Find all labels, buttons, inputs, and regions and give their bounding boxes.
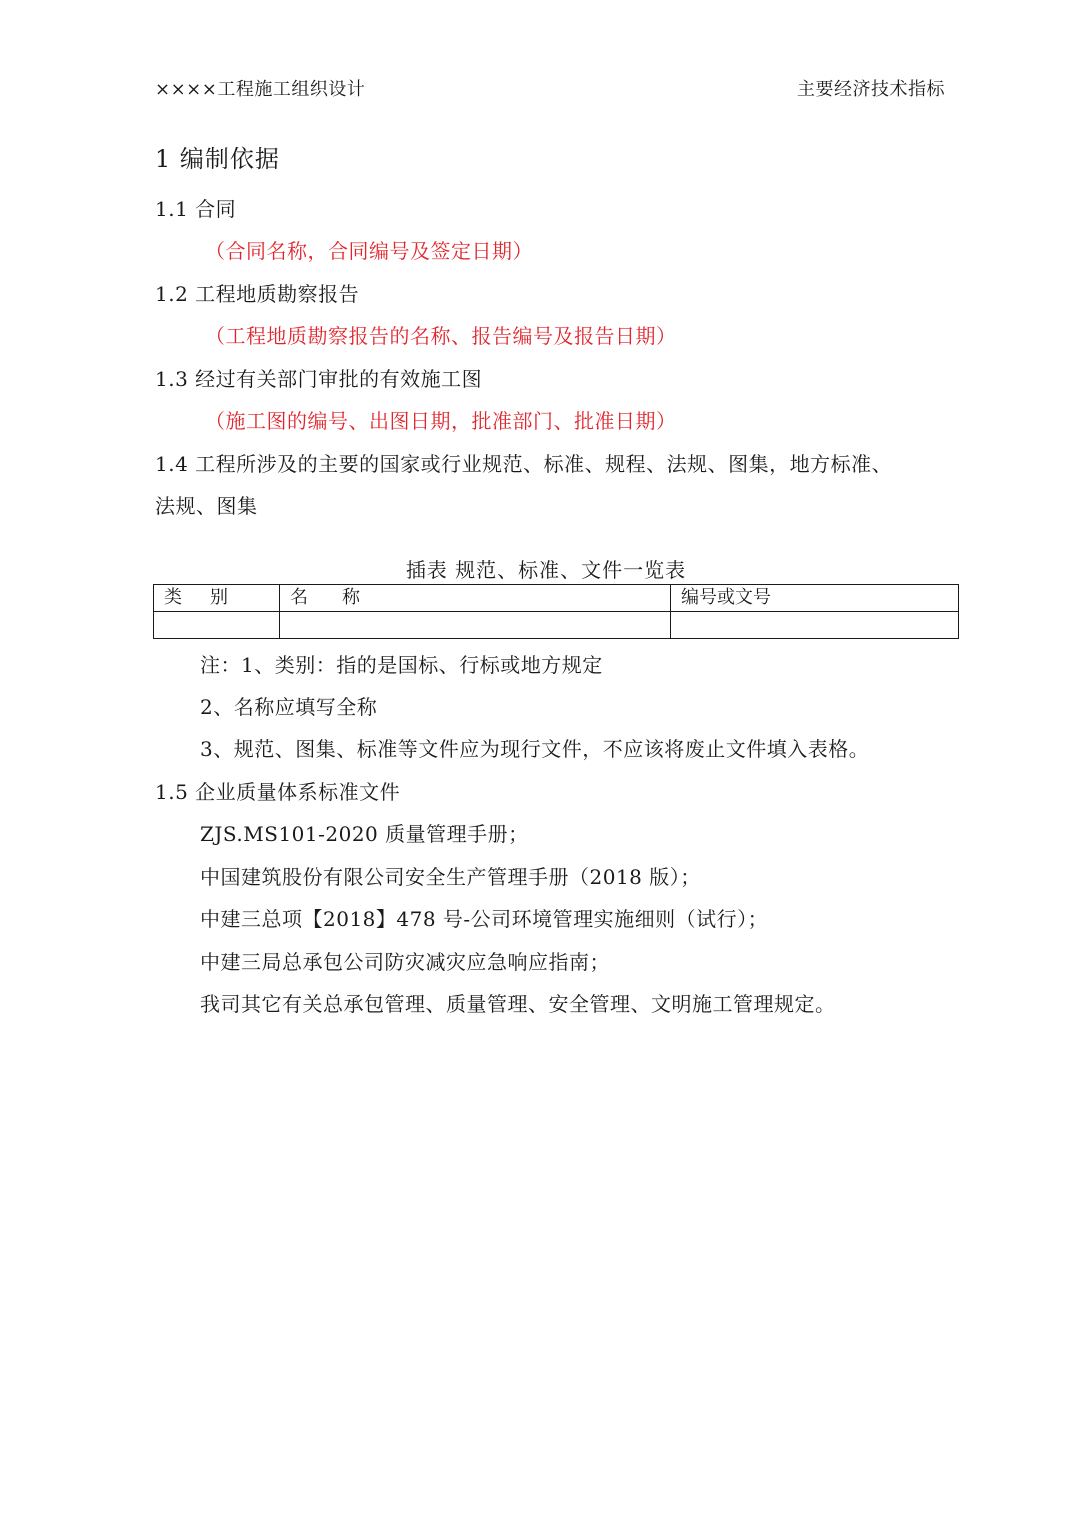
quality-doc-item: 我司其它有关总承包管理、质量管理、安全管理、文明施工管理规定。 <box>200 992 836 1016</box>
table-cell-number <box>671 612 959 639</box>
table-caption: 插表 规范、标准、文件一览表 <box>405 558 687 582</box>
section-1-4-heading-line2: 法规、图集 <box>155 494 258 518</box>
table-header-name: 名称 <box>280 585 671 612</box>
section-1-4-heading-line1: 1.4 工程所涉及的主要的国家或行业规范、标准、规程、法规、图集，地方标准、 <box>155 452 893 476</box>
table-header-category: 类别 <box>154 585 280 612</box>
section-1-2-note: （工程地质勘察报告的名称、报告编号及报告日期） <box>205 324 677 348</box>
table-header-number: 编号或文号 <box>671 585 959 612</box>
section-1-1-note: （合同名称，合同编号及签定日期） <box>205 239 533 263</box>
table-cell-name <box>280 612 671 639</box>
document-header-title: ××××工程施工组织设计 <box>155 79 366 100</box>
document-header-section: 主要经济技术指标 <box>797 79 945 100</box>
chapter-title: 1 编制依据 <box>155 145 280 173</box>
section-1-1-heading: 1.1 合同 <box>155 197 237 221</box>
section-1-3-heading: 1.3 经过有关部门审批的有效施工图 <box>155 367 483 391</box>
table-note-3: 3、规范、图集、标准等文件应为现行文件，不应该将废止文件填入表格。 <box>200 737 870 761</box>
quality-doc-item: ZJS.MS101-2020 质量管理手册； <box>200 822 529 846</box>
section-1-5-heading: 1.5 企业质量体系标准文件 <box>155 780 401 804</box>
quality-doc-item: 中国建筑股份有限公司安全生产管理手册（2018 版）； <box>200 865 701 889</box>
section-1-2-heading: 1.2 工程地质勘察报告 <box>155 282 360 306</box>
quality-doc-item: 中建三总项【2018】478 号-公司环境管理实施细则（试行）； <box>200 907 769 931</box>
standards-table <box>153 584 959 639</box>
table-row <box>154 612 959 639</box>
table-note-1: 注：1、类别：指的是国标、行标或地方规定 <box>200 653 603 677</box>
table-header-row <box>154 585 959 612</box>
table-note-2: 2、名称应填写全称 <box>200 695 378 719</box>
table-cell-category <box>154 612 280 639</box>
section-1-3-note: （施工图的编号、出图日期，批准部门、批准日期） <box>205 409 677 433</box>
quality-doc-item: 中建三局总承包公司防灾减灾应急响应指南； <box>200 950 610 974</box>
